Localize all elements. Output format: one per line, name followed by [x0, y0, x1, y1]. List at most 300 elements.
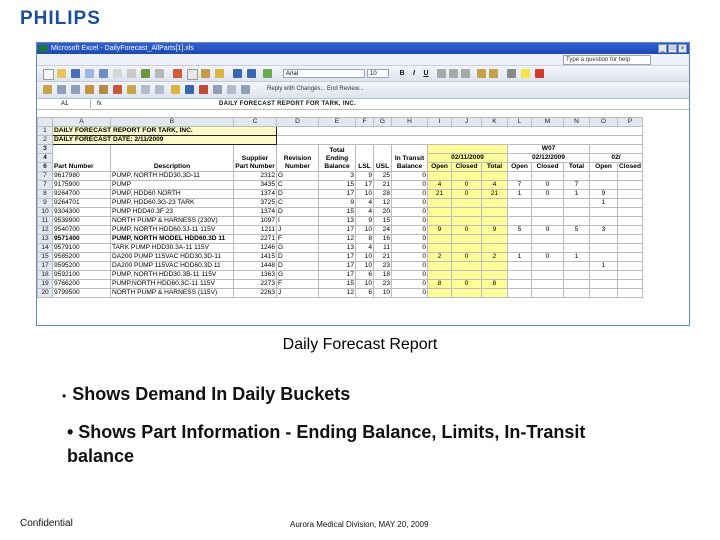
cell-desc[interactable]: DA200 PUMP 115VAC HDD30.3D-11 [111, 253, 234, 262]
cell-t1[interactable]: 2 [482, 253, 508, 262]
column-header[interactable]: F [356, 118, 374, 127]
cell-t2[interactable]: 1 [564, 253, 590, 262]
cell-o1[interactable]: 2 [428, 253, 452, 262]
cell-t2[interactable] [564, 217, 590, 226]
cell-lsl[interactable]: 6 [356, 271, 374, 280]
column-header[interactable]: O [590, 118, 618, 127]
percent-icon[interactable] [489, 69, 498, 78]
cell-sup[interactable]: 2312 [234, 172, 277, 181]
cell-o3[interactable] [590, 208, 618, 217]
cell-o2[interactable]: 1 [508, 253, 532, 262]
cell-end[interactable]: 12 [319, 235, 356, 244]
cell-blank[interactable] [618, 199, 643, 208]
align-right-icon[interactable] [461, 69, 470, 78]
cell-usl[interactable]: 11 [374, 244, 392, 253]
cell-part[interactable]: 9571400 [53, 235, 111, 244]
cell-t2[interactable] [564, 244, 590, 253]
cell-tr[interactable]: 0 [392, 181, 428, 190]
cell-c2[interactable] [532, 244, 564, 253]
cell-end[interactable]: 12 [319, 289, 356, 298]
cell-blank[interactable] [618, 253, 643, 262]
cell-c2[interactable] [532, 235, 564, 244]
cell-o1[interactable] [428, 235, 452, 244]
cell-o1[interactable] [428, 199, 452, 208]
cell-t1[interactable] [482, 271, 508, 280]
close-button[interactable]: × [678, 44, 687, 53]
cell-blank[interactable] [618, 190, 643, 199]
cell-o3[interactable] [590, 181, 618, 190]
cell-blank[interactable] [618, 181, 643, 190]
cell-blank[interactable] [618, 235, 643, 244]
cell-sup[interactable]: 1415 [234, 253, 277, 262]
report-title-cell[interactable]: DAILY FORECAST REPORT FOR TARK, INC. [53, 127, 277, 136]
ending-balance-header: Total Ending Balance [319, 145, 356, 172]
cell-sup[interactable]: 1363 [234, 271, 277, 280]
cell-c2[interactable]: 0 [532, 181, 564, 190]
cell-sup[interactable]: 3725 [234, 199, 277, 208]
cell-t2[interactable] [564, 208, 590, 217]
new-document-icon[interactable] [43, 69, 54, 80]
cell-c2[interactable] [532, 199, 564, 208]
cell-desc[interactable]: NORTH PUMP & HARNESS (115V) [111, 289, 234, 298]
cell-end[interactable]: 17 [319, 271, 356, 280]
cell-blank[interactable] [618, 226, 643, 235]
cell-o2[interactable] [508, 289, 532, 298]
column-header[interactable]: D [277, 118, 319, 127]
cell-c1[interactable]: 0 [452, 181, 482, 190]
column-header[interactable]: L [508, 118, 532, 127]
cell-usl[interactable]: 25 [374, 172, 392, 181]
email-icon[interactable] [99, 69, 108, 78]
cell-c1[interactable] [452, 217, 482, 226]
cell-c2[interactable]: 0 [532, 226, 564, 235]
table-row [38, 262, 643, 271]
cell-c2[interactable]: 0 [532, 190, 564, 199]
align-left-icon[interactable] [437, 69, 446, 78]
review-icon-11[interactable] [185, 85, 194, 94]
cell-usl[interactable]: 16 [374, 235, 392, 244]
cell-end[interactable]: 3 [319, 172, 356, 181]
bullet-mark: • [62, 389, 67, 403]
cell-usl[interactable]: 23 [374, 262, 392, 271]
column-header[interactable]: B [111, 118, 234, 127]
cell-rev[interactable]: I [277, 217, 319, 226]
cell-sup[interactable]: 2273 [234, 280, 277, 289]
cell-part[interactable]: 9592100 [53, 271, 111, 280]
cell-t1[interactable]: 9 [482, 226, 508, 235]
week-header: W07 [508, 145, 590, 154]
font-name-select[interactable]: Arial [283, 69, 365, 78]
cell-rev[interactable]: G [277, 271, 319, 280]
cell-end[interactable]: 15 [319, 280, 356, 289]
review-icon-4[interactable] [85, 85, 94, 94]
cell-desc[interactable]: PUMP [111, 181, 234, 190]
name-box[interactable]: A1 [37, 99, 91, 108]
cell-lsl[interactable]: 17 [356, 181, 374, 190]
review-icon-6[interactable] [113, 85, 122, 94]
cell-t1[interactable] [482, 289, 508, 298]
maximize-button[interactable]: □ [668, 44, 677, 53]
review-icon-3[interactable] [71, 85, 80, 94]
cell-o3[interactable] [590, 217, 618, 226]
cell-part[interactable]: 9264701 [53, 199, 111, 208]
cell-t2[interactable] [564, 262, 590, 271]
review-icon-8[interactable] [141, 85, 150, 94]
column-header[interactable]: M [532, 118, 564, 127]
cell-usl[interactable]: 10 [374, 289, 392, 298]
cell-desc[interactable]: PUMP, HDD60 NORTH [111, 190, 234, 199]
cell-o3[interactable]: 3 [590, 226, 618, 235]
cell-tr[interactable]: 0 [392, 208, 428, 217]
cell-rev[interactable]: C [277, 199, 319, 208]
select-all-corner[interactable] [38, 118, 53, 127]
cell-desc[interactable]: PUMP, NORTH HDD60.3J-11 115V [111, 226, 234, 235]
cell-end[interactable]: 17 [319, 190, 356, 199]
cell-blank[interactable] [618, 217, 643, 226]
cell-part[interactable]: 9595200 [53, 262, 111, 271]
column-header[interactable]: G [374, 118, 392, 127]
cell-o3[interactable] [590, 289, 618, 298]
column-header[interactable]: A [53, 118, 111, 127]
cell-rev[interactable]: D [277, 190, 319, 199]
cell-c2[interactable] [532, 217, 564, 226]
cell-o3[interactable]: 9 [590, 190, 618, 199]
cell-rev[interactable]: G [277, 244, 319, 253]
cell-o1[interactable] [428, 271, 452, 280]
cell-usl[interactable]: 21 [374, 181, 392, 190]
cell-t2[interactable] [564, 172, 590, 181]
cell-part[interactable]: 9175900 [53, 181, 111, 190]
cell-end[interactable]: 17 [319, 262, 356, 271]
cell-tr[interactable]: 0 [392, 235, 428, 244]
cell-blank[interactable] [618, 244, 643, 253]
cell-o2[interactable]: 1 [508, 190, 532, 199]
cell-end[interactable]: 9 [319, 199, 356, 208]
cell-o2[interactable]: 5 [508, 226, 532, 235]
cell-blank[interactable] [618, 208, 643, 217]
save-icon[interactable] [71, 69, 80, 78]
cell-sup[interactable]: 2271 [234, 235, 277, 244]
spelling-icon[interactable] [141, 69, 150, 78]
review-icon-9[interactable] [155, 85, 164, 94]
cell-part[interactable]: 9539900 [53, 217, 111, 226]
print-icon[interactable] [113, 69, 122, 78]
cell-part[interactable]: 9617980 [53, 172, 111, 181]
cell-o3[interactable]: 1 [590, 262, 618, 271]
cell-o3[interactable] [590, 244, 618, 253]
cell-usl[interactable]: 18 [374, 271, 392, 280]
cell-desc[interactable]: PUMP, HDD60.3G-23 TARK [111, 199, 234, 208]
fill-color-icon[interactable] [521, 69, 530, 78]
cell-rev[interactable]: J [277, 289, 319, 298]
cell-tr[interactable]: 0 [392, 199, 428, 208]
formula-input[interactable]: DAILY FORECAST REPORT FOR TARK, INC. [219, 101, 357, 107]
cell-end[interactable]: 13 [319, 217, 356, 226]
copy-icon[interactable] [187, 69, 198, 80]
research-icon[interactable] [155, 69, 164, 78]
cell-lsl[interactable]: 10 [356, 190, 374, 199]
column-header[interactable]: E [319, 118, 356, 127]
cell-sup[interactable]: 1246 [234, 244, 277, 253]
cell-o2[interactable] [508, 244, 532, 253]
cell-rev[interactable]: D [277, 253, 319, 262]
column-header[interactable]: N [564, 118, 590, 127]
cell-tr[interactable]: 0 [392, 244, 428, 253]
column-header[interactable]: K [482, 118, 508, 127]
cell-desc[interactable]: PUMP,NORTH HDD60.3C-11 115V [111, 280, 234, 289]
cut-icon[interactable] [173, 69, 182, 78]
cell-t1[interactable] [482, 235, 508, 244]
review-icon-2[interactable] [57, 85, 66, 94]
cell-c1[interactable] [452, 199, 482, 208]
cell-tr[interactable]: 0 [392, 226, 428, 235]
cell-sup[interactable]: 1448 [234, 262, 277, 271]
cell-t1[interactable] [482, 199, 508, 208]
column-header[interactable]: I [428, 118, 452, 127]
cell-usl[interactable]: 23 [374, 280, 392, 289]
cell-lsl[interactable]: 6 [356, 289, 374, 298]
cell-t2[interactable] [564, 271, 590, 280]
cell-o2[interactable] [508, 262, 532, 271]
cell-c1[interactable]: 0 [452, 280, 482, 289]
cell-blank[interactable] [618, 172, 643, 181]
cell-end[interactable]: 17 [319, 226, 356, 235]
cell-tr[interactable]: 0 [392, 289, 428, 298]
cell-part[interactable]: 9540700 [53, 226, 111, 235]
cell-sup[interactable]: 1097 [234, 217, 277, 226]
cell-part[interactable]: 9264700 [53, 190, 111, 199]
cell-part[interactable]: 9799500 [53, 289, 111, 298]
cell-end[interactable]: 17 [319, 253, 356, 262]
cell-o3[interactable] [590, 271, 618, 280]
cell-o3[interactable]: 1 [590, 199, 618, 208]
cell-o1[interactable] [428, 172, 452, 181]
cell-t1[interactable] [482, 217, 508, 226]
cell-sup[interactable]: 1374 [234, 190, 277, 199]
cell-lsl[interactable]: 4 [356, 208, 374, 217]
cell-c1[interactable] [452, 289, 482, 298]
cell-t1[interactable] [482, 262, 508, 271]
cell-o1[interactable]: 4 [428, 181, 452, 190]
cell-c2[interactable] [532, 172, 564, 181]
font-color-icon[interactable] [535, 69, 544, 78]
cell-t1[interactable] [482, 172, 508, 181]
cell-end[interactable]: 13 [319, 244, 356, 253]
permission-icon[interactable] [85, 69, 94, 78]
cell-lsl[interactable]: 10 [356, 226, 374, 235]
cell-c2[interactable] [532, 262, 564, 271]
cell-end[interactable]: 15 [319, 181, 356, 190]
review-icon-10[interactable] [171, 85, 180, 94]
format-painter-icon[interactable] [215, 69, 224, 78]
cell-c2[interactable] [532, 271, 564, 280]
cell-usl[interactable]: 20 [374, 208, 392, 217]
cell-sup[interactable]: 1211 [234, 226, 277, 235]
cell-part[interactable]: 9579100 [53, 244, 111, 253]
cell-usl[interactable]: 21 [374, 253, 392, 262]
cell-desc[interactable]: DA200 PUMP 115VAC HDD60.3D 11 [111, 262, 234, 271]
currency-icon[interactable] [477, 69, 486, 78]
cell-c1[interactable] [452, 271, 482, 280]
cell-o2[interactable] [508, 271, 532, 280]
print-preview-icon[interactable] [127, 69, 136, 78]
review-icon[interactable] [43, 85, 52, 94]
cell-usl[interactable]: 12 [374, 199, 392, 208]
cell-t1[interactable] [482, 208, 508, 217]
cell-o1[interactable]: 8 [428, 280, 452, 289]
font-size-select[interactable]: 10 [367, 69, 389, 78]
cell-t2[interactable] [564, 280, 590, 289]
cell-c2[interactable]: 0 [532, 253, 564, 262]
reply-with-changes[interactable]: Reply with Changes... End Review... [267, 86, 364, 92]
cell-c2[interactable] [532, 280, 564, 289]
cell-o2[interactable] [508, 280, 532, 289]
cell-tr[interactable]: 0 [392, 280, 428, 289]
cell-desc[interactable]: PUMP HDD40.3F 23 [111, 208, 234, 217]
cell-lsl[interactable]: 9 [356, 217, 374, 226]
cell-blank[interactable] [618, 271, 643, 280]
cell-rev[interactable]: D [277, 208, 319, 217]
cell-lsl[interactable]: 8 [356, 235, 374, 244]
cell-o1[interactable] [428, 208, 452, 217]
cell-o1[interactable]: 21 [428, 190, 452, 199]
cell-usl[interactable]: 24 [374, 226, 392, 235]
undo-icon[interactable] [233, 69, 242, 78]
cell-rev[interactable]: J [277, 226, 319, 235]
cell-sup[interactable]: 2263 [234, 289, 277, 298]
review-icon-5[interactable] [99, 85, 108, 94]
cell-lsl[interactable]: 10 [356, 280, 374, 289]
cell-c1[interactable] [452, 172, 482, 181]
align-center-icon[interactable] [449, 69, 458, 78]
cell-c2[interactable] [532, 208, 564, 217]
cell-t2[interactable] [564, 199, 590, 208]
cell-c2[interactable] [532, 289, 564, 298]
cell-tr[interactable]: 0 [392, 190, 428, 199]
cell-o1[interactable] [428, 244, 452, 253]
cell-part[interactable]: 9304300 [53, 208, 111, 217]
cell-lsl[interactable]: 4 [356, 244, 374, 253]
cell-tr[interactable]: 0 [392, 253, 428, 262]
minimize-button[interactable]: _ [658, 44, 667, 53]
italic-button[interactable]: I [413, 70, 415, 77]
cell-desc[interactable]: NORTH PUMP & HARNESS (230V) [111, 217, 234, 226]
cell-o3[interactable] [590, 172, 618, 181]
cell-t1[interactable]: 4 [482, 181, 508, 190]
review-icon-15[interactable] [241, 85, 250, 94]
autosum-icon[interactable] [247, 69, 256, 78]
cell-o2[interactable] [508, 172, 532, 181]
cell-desc[interactable]: PUMP, NORTH MODEL HDD60.3D 11 [111, 235, 234, 244]
cell-rev[interactable]: C [277, 181, 319, 190]
cell-c1[interactable] [452, 262, 482, 271]
review-icon-13[interactable] [213, 85, 222, 94]
cell-lsl[interactable]: 9 [356, 172, 374, 181]
cell-lsl[interactable]: 10 [356, 253, 374, 262]
cell-c1[interactable]: 0 [452, 253, 482, 262]
cell-tr[interactable]: 0 [392, 262, 428, 271]
cell-lsl[interactable]: 10 [356, 262, 374, 271]
cell-part[interactable]: 9766200 [53, 280, 111, 289]
cell-o3[interactable] [590, 280, 618, 289]
open-folder-icon[interactable] [57, 69, 66, 78]
forecast-date-cell[interactable]: DAILY FORECAST DATE: 2/11/2009 [53, 136, 277, 145]
cell-c1[interactable]: 0 [452, 226, 482, 235]
cell-end[interactable]: 15 [319, 208, 356, 217]
cell-t2[interactable]: 1 [564, 190, 590, 199]
cell-sup[interactable]: 3435 [234, 181, 277, 190]
cell-lsl[interactable]: 4 [356, 199, 374, 208]
cell-rev[interactable]: D [277, 262, 319, 271]
cell-o2[interactable] [508, 208, 532, 217]
cell-o2[interactable] [508, 235, 532, 244]
cell-t1[interactable]: 8 [482, 280, 508, 289]
paste-icon[interactable] [201, 69, 210, 78]
cell-blank[interactable] [618, 280, 643, 289]
cell-usl[interactable]: 15 [374, 217, 392, 226]
bold-button[interactable]: B [399, 70, 405, 77]
cell-blank[interactable] [618, 289, 643, 298]
cell-c1[interactable] [452, 235, 482, 244]
cell-c1[interactable] [452, 244, 482, 253]
ask-question-input[interactable]: Type a question for help [563, 55, 651, 65]
column-header[interactable]: C [234, 118, 277, 127]
cell-o1[interactable] [428, 289, 452, 298]
cell-rev[interactable]: F [277, 235, 319, 244]
cell-tr[interactable]: 0 [392, 271, 428, 280]
review-icon-7[interactable] [127, 85, 136, 94]
column-header[interactable]: P [618, 118, 643, 127]
cell-o2[interactable] [508, 199, 532, 208]
cell-desc[interactable]: PUMP, NORTH HDD30.3B-11 115V [111, 271, 234, 280]
cell-o3[interactable] [590, 235, 618, 244]
cell-o1[interactable]: 9 [428, 226, 452, 235]
cell-usl[interactable]: 28 [374, 190, 392, 199]
cell-c1[interactable] [452, 208, 482, 217]
cell-o2[interactable]: 7 [508, 181, 532, 190]
cell-o3[interactable] [590, 253, 618, 262]
cell-t2[interactable] [564, 235, 590, 244]
cell-t2[interactable] [564, 289, 590, 298]
column-header[interactable]: J [452, 118, 482, 127]
cell-c1[interactable]: 0 [452, 190, 482, 199]
cell-rev[interactable]: G [277, 172, 319, 181]
cell-t2[interactable]: 5 [564, 226, 590, 235]
cell-rev[interactable]: F [277, 280, 319, 289]
review-icon-12[interactable] [199, 85, 208, 94]
cell-t1[interactable]: 21 [482, 190, 508, 199]
cell-o2[interactable] [508, 217, 532, 226]
cell-sup[interactable]: 1374 [234, 208, 277, 217]
cell-o1[interactable] [428, 262, 452, 271]
borders-icon[interactable] [507, 69, 516, 78]
cell-tr[interactable]: 0 [392, 172, 428, 181]
cell-desc[interactable]: PUMP, NORTH HDD30.3D-11 [111, 172, 234, 181]
cell-blank[interactable] [618, 262, 643, 271]
cell-o1[interactable] [428, 217, 452, 226]
cell-part[interactable]: 9585200 [53, 253, 111, 262]
sort-icon[interactable] [263, 69, 272, 78]
cell-desc[interactable]: TARK PUMP HDD30.3A-11 115V [111, 244, 234, 253]
underline-button[interactable]: U [423, 70, 429, 77]
cell-t1[interactable] [482, 244, 508, 253]
cell-t2[interactable]: 7 [564, 181, 590, 190]
cell-tr[interactable]: 0 [392, 217, 428, 226]
column-header[interactable]: H [392, 118, 428, 127]
in-transit-header: In Transit Balance [392, 145, 428, 172]
fx-icon[interactable]: fx [97, 101, 102, 107]
review-icon-14[interactable] [227, 85, 236, 94]
